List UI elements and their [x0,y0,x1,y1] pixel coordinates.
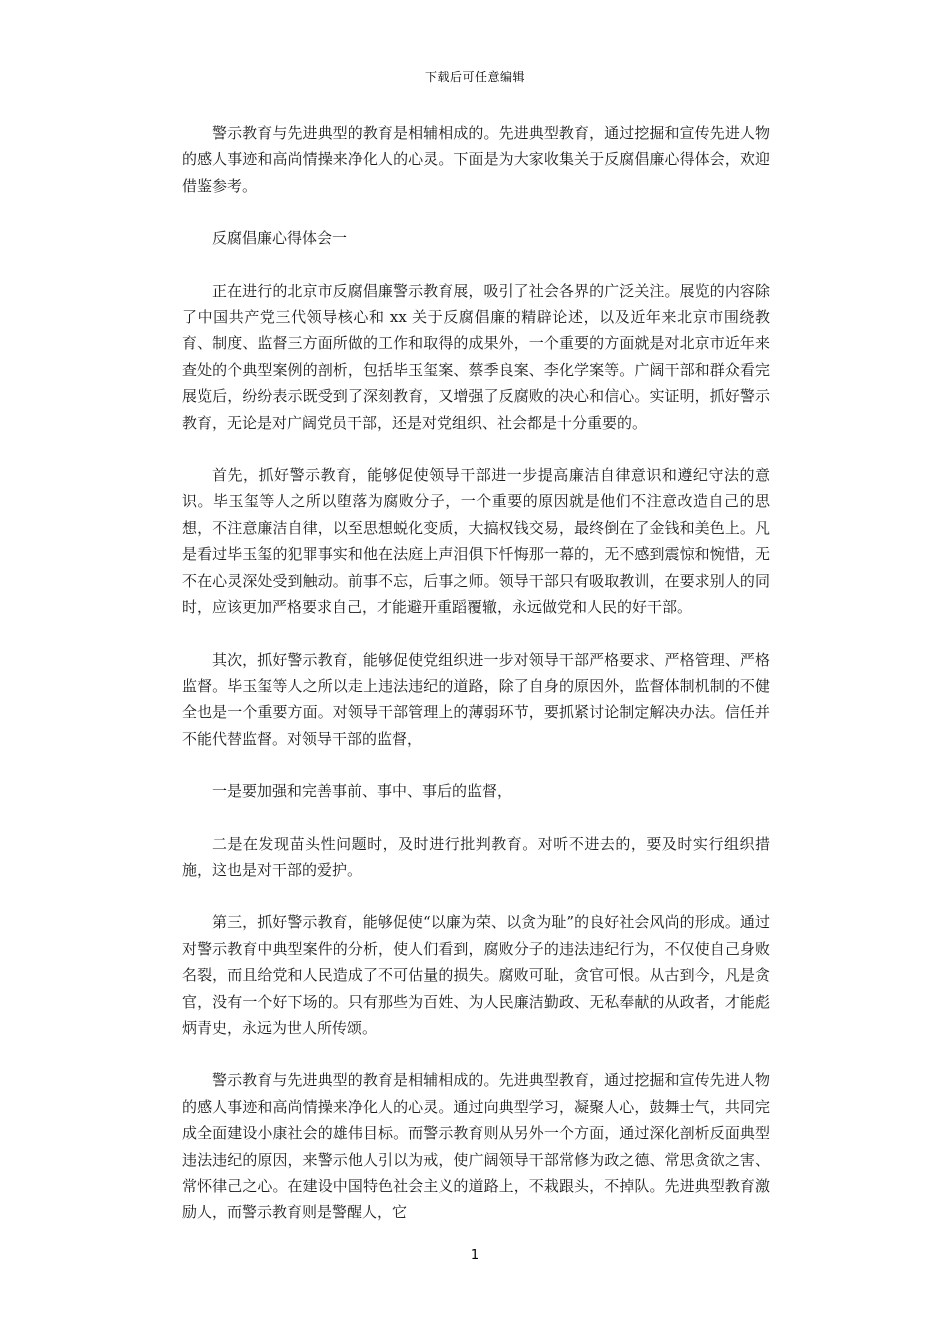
body-paragraph: 其次，抓好警示教育，能够促使党组织进一步对领导干部严格要求、严格管理、严格监督。毕玉玺等人之所以走上违法违纪的道路，除了自身的原因外，监督体制机制的不健全也是一个重要方面。对领导干部管理上的薄弱环节，要抓紧讨论制定解决办法。信任并不能代替监督。对领导干部的监督， [182,650,770,748]
page-number: 1 [470,1248,480,1263]
body-paragraph: 一是要加强和完善事前、事中、事后的监督， [212,782,513,801]
section-heading: 反腐倡廉心得体会一 [212,229,348,248]
body-paragraph: 首先，抓好警示教育，能够促使领导干部进一步提高廉洁自律意识和遵纪守法的意识。毕玉玺等人之所以堕落为腐败分子，一个重要的原因就是他们不注意改造自己的思想，不注意廉洁自律，以至思想蜕化变质，大搞权钱交易，最终倒在了金钱和美色上。凡是看过毕玉玺的犯罪事实和他在法庭上声泪俱下忏悔那一幕的，无不感到震惊和惋惜，无不在心灵深处受到触动。前事不忘，后事之师。领导干部只有吸取教训，在要求别人的同时，应该更加严格要求自己，才能避开重蹈覆辙，永远做党和人民的好干部。 [182,466,770,617]
document-body [182,120,770,1252]
intro-paragraph: 警示教育与先进典型的教育是相辅相成的。先进典型教育，通过挖掘和宣传先进人物的感人事迹和高尚情操来净化人的心灵。下面是为大家收集关于反腐倡廉心得体会，欢迎借鉴参考。 [182,124,770,195]
page-header: 下载后可任意编辑 [424,70,525,84]
body-paragraph: 警示教育与先进典型的教育是相辅相成的。先进典型教育，通过挖掘和宣传先进人物的感人事迹和高尚情操来净化人的心灵。通过向典型学习，凝聚人心，鼓舞士气，共同完成全面建设小康社会的雄伟目标。而警示教育则从另外一个方面，通过深化剖析反面典型违法违纪的原因，来警示他人引以为戒，使广阔领导干部常修为政之德、常思贪欲之害、常怀律己之心。在建设中国特色社会主义的道路上，不栽跟头，不掉队。先进典型教育激励人，而警示教育则是警醒人，它 [182,1071,770,1222]
body-paragraph: 正在进行的北京市反腐倡廉警示教育展，吸引了社会各界的广泛关注。展览的内容除了中国共产党三代领导核心和 xx 关于反腐倡廉的精辟论述，以及近年来北京市围绕教育、制度、监督三方面所做的工作和取得的成果外，一个重要的方面就是对北京市近年来查处的个典型案例的剖析，包括毕玉玺案、蔡季良案、李化学案等。广阔干部和群众看完展览后，纷纷表示既受到了深刻教育，又增强了反腐败的决心和信心。实证明，抓好警示教育，无论是对广阔党员干部，还是对党组织、社会都是十分重要的。 [182,281,770,432]
body-paragraph: 二是在发现苗头性问题时，及时进行批判教育。对听不进去的，要及时实行组织措施，这也是对干部的爱护。 [182,834,770,879]
body-paragraph: 第三，抓好警示教育，能够促使“以廉为荣、以贪为耻”的良好社会风尚的形成。通过对警示教育中典型案件的分析，使人们看到，腐败分子的违法违纪行为，不仅使自己身败名裂，而且给党和人民造成了不可估量的损失。腐败可耻，贪官可恨。从古到今，凡是贪官，没有一个好下场的。只有那些为百姓、为人民廉洁勤政、无私奉献的从政者，才能彪炳青史，永远为世人所传颂。 [182,913,770,1037]
